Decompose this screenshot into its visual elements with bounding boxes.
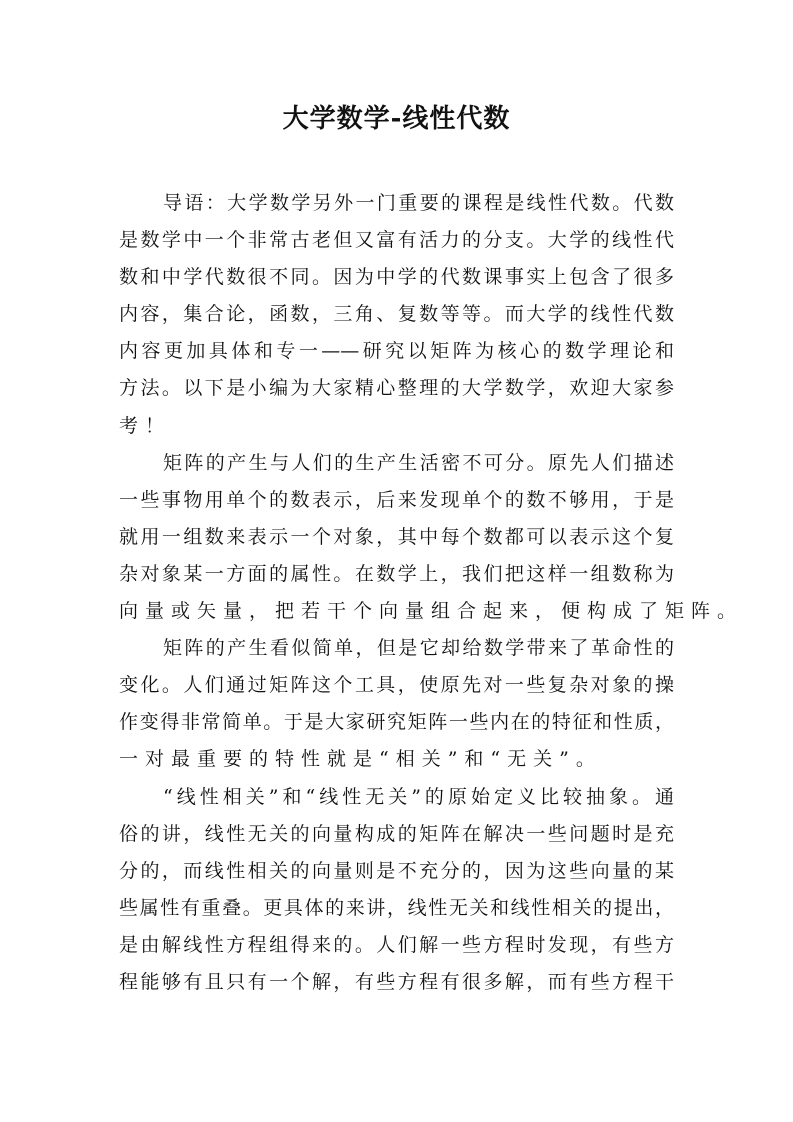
paragraph (119, 445, 744, 630)
text-line: 考！ (119, 414, 172, 437)
text-line: 内容更加具体和专一——研究以矩阵为核心的数学理论和 (119, 340, 674, 363)
text-line: 数和中学代数很不同。因为中学的代数课事实上包含了很多 (119, 266, 674, 289)
document-body (119, 185, 744, 1001)
text-line: 俗的讲，线性无关的向量构成的矩阵在解决一些问题时是充 (119, 822, 674, 845)
text-line: 矩阵的产生与人们的生产生活密不可分。原先人们描述 (163, 451, 674, 474)
text-line: 杂对象某一方面的属性。在数学上，我们把这样一组数称为 (119, 562, 674, 585)
text-line: 分的，而线性相关的向量则是不充分的，因为这些向量的某 (119, 859, 674, 882)
text-line: 一对最重要的特性就是“相关”和“无关”。 (119, 748, 602, 771)
text-line: 导语：大学数学另外一门重要的课程是线性代数。代数 (163, 192, 674, 214)
text-line: 就用一组数来表示一个对象，其中每个数都可以表示这个复 (119, 525, 674, 548)
text-line: 些属性有重叠。更具体的来讲，线性无关和线性相关的提出， (119, 896, 674, 919)
text-line: 变化。人们通过矩阵这个工具，使原先对一些复杂对象的操 (119, 674, 674, 697)
text-line: 方法。以下是小编为大家精心整理的大学数学，欢迎大家参 (119, 377, 674, 400)
text-line: “线性相关”和“线性无关”的原始定义比较抽象。通 (163, 785, 674, 808)
text-line: 是数学中一个非常古老但又富有活力的分支。大学的线性代 (119, 229, 674, 252)
text-line: 是由解线性方程组得来的。人们解一些方程时发现，有些方 (119, 933, 674, 956)
text-line: 内容，集合论，函数，三角、复数等等。而大学的线性代数 (119, 303, 674, 326)
paragraph (119, 630, 674, 778)
text-line: 矩阵的产生看似简单，但是它却给数学带来了革命性的 (163, 637, 674, 660)
paragraph (119, 779, 674, 1002)
text-line: 向量或矢量，把若干个向量组合起来，便构成了矩阵。 (119, 600, 744, 623)
text-line: 作变得非常简单。于是大家研究矩阵一些内在的特征和性质， (119, 711, 674, 734)
document-title: 大学数学-线性代数 (282, 104, 511, 134)
text-line: 程能够有且只有一个解，有些方程有很多解，而有些方程干 (119, 970, 674, 993)
text-line: 一些事物用单个的数表示，后来发现单个的数不够用，于是 (119, 488, 674, 511)
paragraph (119, 185, 674, 445)
